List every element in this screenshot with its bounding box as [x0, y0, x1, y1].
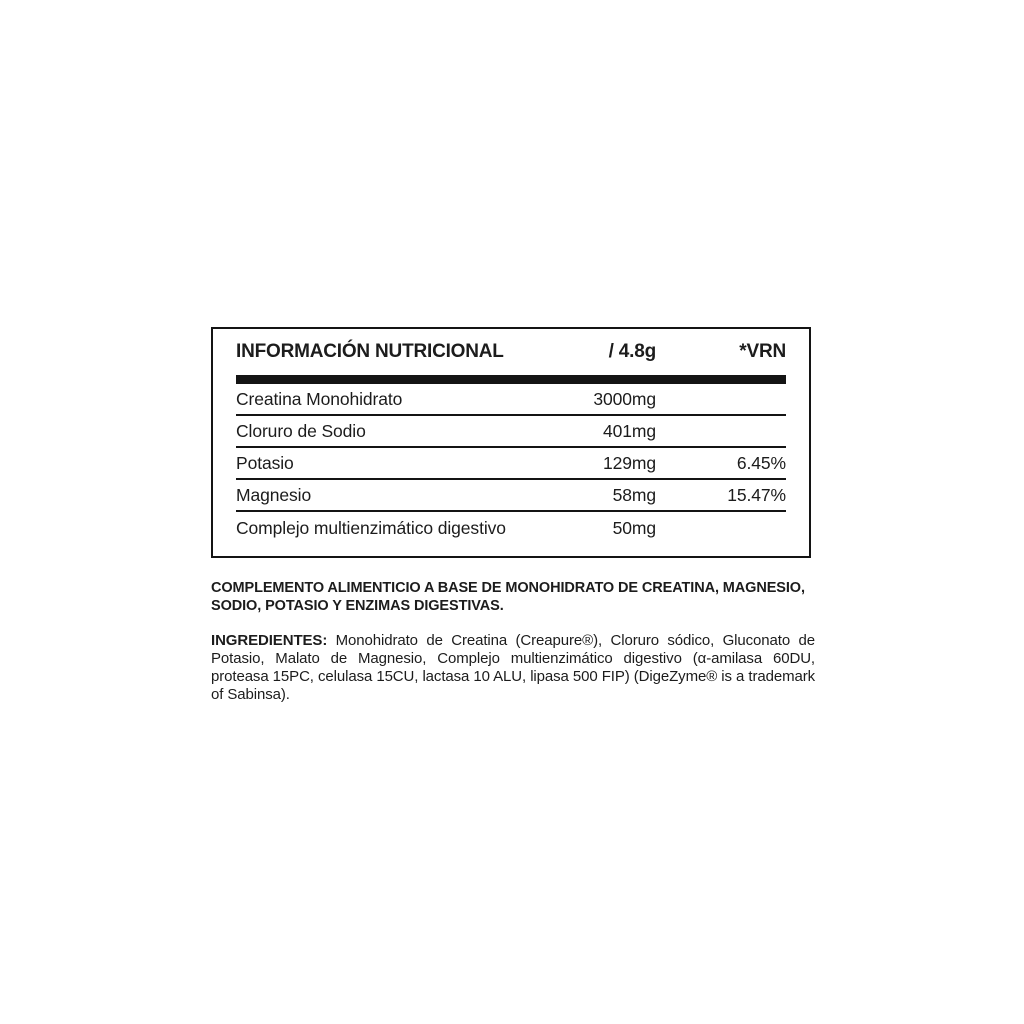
- nutrient-amount: 401mg: [602, 420, 656, 441]
- nutrient-vrn: 15.47%: [727, 484, 786, 505]
- nutrient-name: Creatina Monohidrato: [236, 388, 403, 409]
- table-row: [236, 480, 786, 512]
- supplement-label: [211, 327, 815, 704]
- table-row: [236, 448, 786, 480]
- nutrient-name: Potasio: [236, 452, 294, 473]
- ingredients-paragraph: [211, 632, 815, 704]
- table-row: [236, 416, 786, 448]
- ingredients-text: Monohidrato de Creatina (Creapure®), Cloruro sódico, Gluconato de Potasio, Malato de Magnesio, Complejo multienzimático digestivo (α-amilasa 60DU, proteasa 15PC, celulasa 15CU, lactasa 10 ALU, lipasa 500 FIP) (DigeZyme® is a trademark of Sabinsa).: [211, 632, 815, 703]
- supplement-description: COMPLEMENTO ALIMENTICIO A BASE DE MONOHIDRATO DE CREATINA, MAGNESIO, SODIO, POTASIO Y ENZIMAS DIGESTIVAS.: [211, 580, 805, 614]
- nutrient-name: Complejo multienzimático digestivo: [236, 517, 506, 538]
- vrn-column-header: *VRN: [739, 341, 786, 362]
- nutrient-name: Cloruro de Sodio: [236, 420, 366, 441]
- panel-title: INFORMACIÓN NUTRICIONAL: [236, 341, 504, 362]
- panel-header: [236, 329, 786, 375]
- serving-size: / 4.8g: [608, 341, 656, 362]
- nutrient-amount: 58mg: [612, 484, 656, 505]
- nutrition-facts-panel: [211, 327, 811, 558]
- nutrient-amount: 129mg: [602, 452, 656, 473]
- nutrient-name: Magnesio: [236, 484, 312, 505]
- divider-bar: [236, 375, 786, 384]
- nutrient-vrn: 6.45%: [736, 452, 786, 473]
- nutrient-amount: 3000mg: [593, 388, 656, 409]
- ingredients-label: INGREDIENTES:: [211, 632, 328, 649]
- table-row: [236, 384, 786, 416]
- table-row: [236, 512, 786, 544]
- nutrient-amount: 50mg: [612, 517, 656, 538]
